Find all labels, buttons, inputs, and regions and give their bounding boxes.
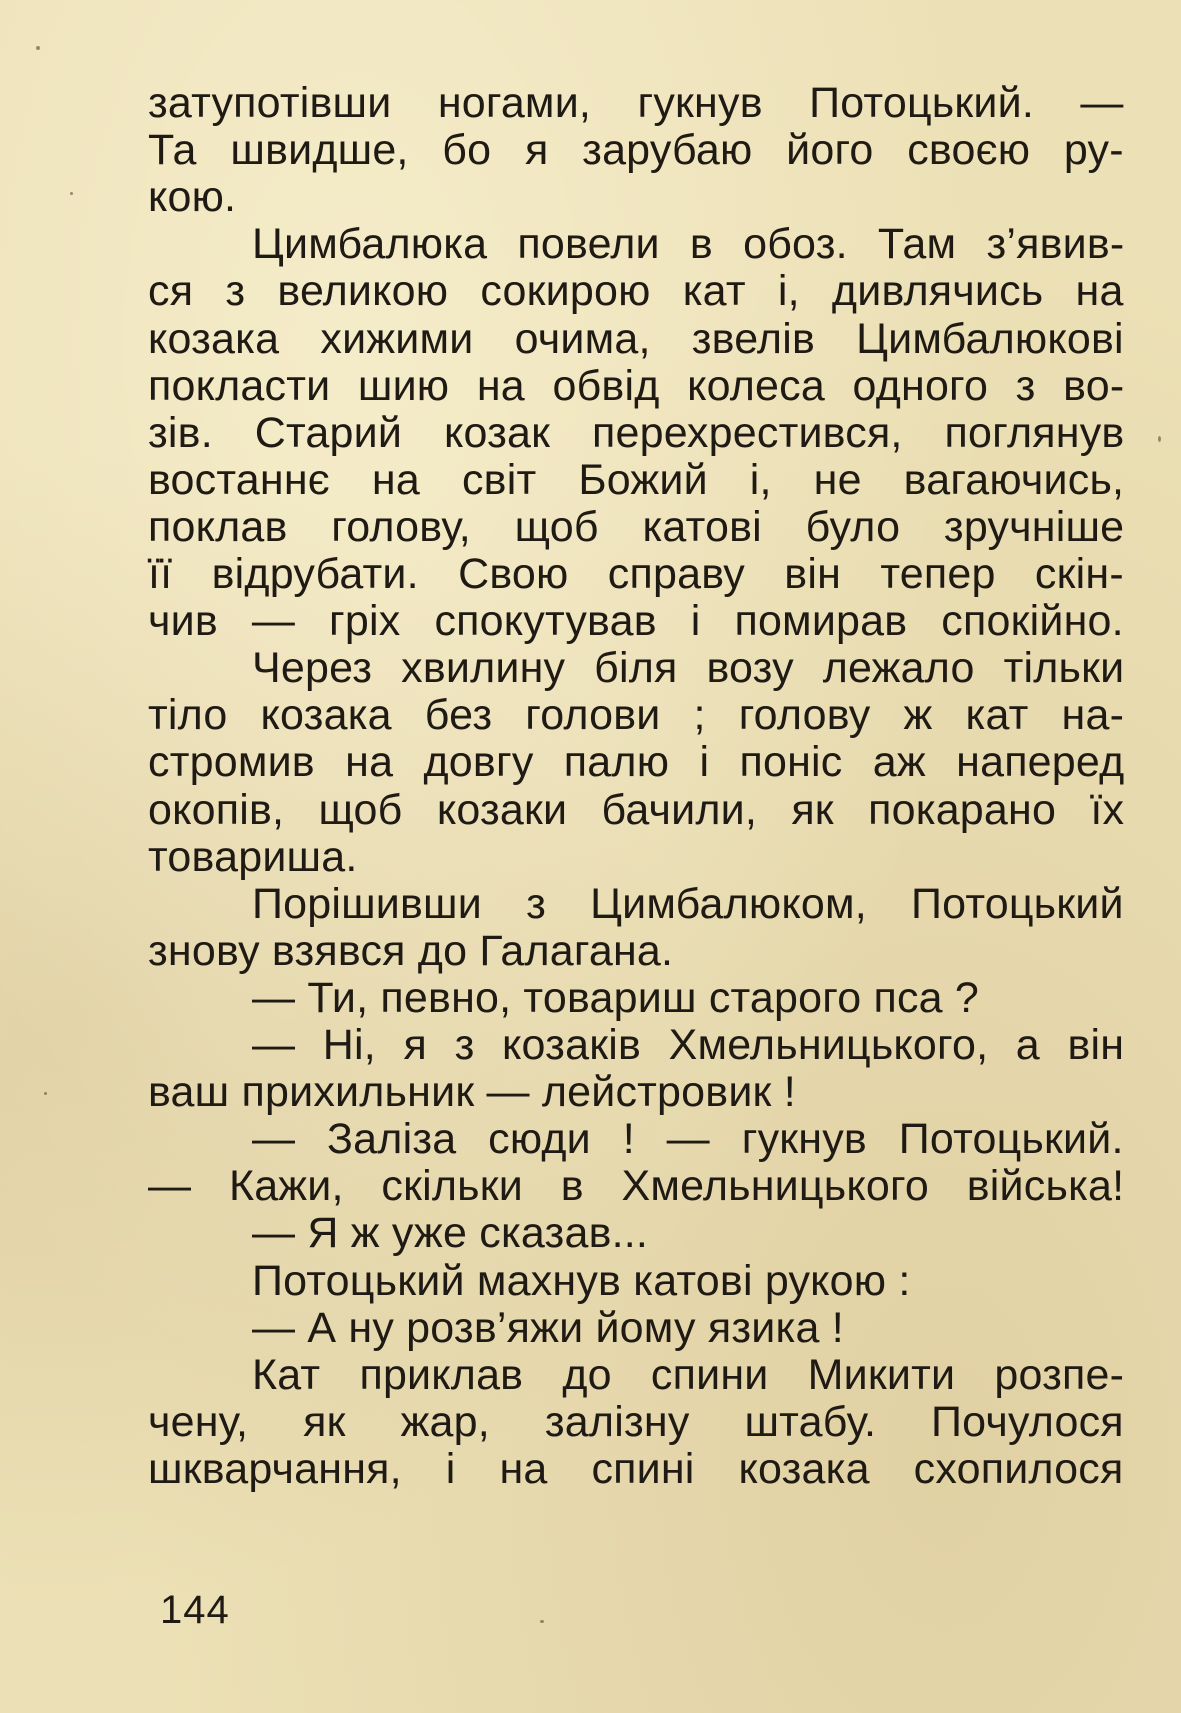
text-line: стромив на довгу палю і поніс аж наперед: [148, 738, 1125, 787]
text-line: знову взявся до Галагана.: [148, 926, 674, 975]
text-line: Потоцький махнув катові рукою :: [252, 1256, 911, 1305]
text-line: товариша.: [148, 832, 358, 881]
text-line: окопів, щоб козаки бачили, як покарано їх: [148, 785, 1125, 834]
text-line: Порішивши з Цимбалюком, Потоцький: [252, 879, 1124, 928]
text-line: кою.: [148, 173, 237, 222]
paper-speck: [44, 1092, 47, 1095]
paper-speck: [36, 46, 40, 50]
page-number: 144: [160, 1588, 230, 1632]
text-line: — Я ж уже сказав...: [252, 1209, 649, 1258]
text-line: Та швидше, бо я зарубаю його своєю ру-: [148, 126, 1124, 175]
text-line: чену, як жар, залізну штабу. Почулося: [148, 1397, 1124, 1446]
paper-speck: [1158, 436, 1161, 442]
text-line: востаннє на світ Божий і, не вагаючись,: [148, 455, 1125, 504]
text-line: — Кажи, скільки в Хмельницького війська!: [148, 1162, 1125, 1211]
text-line: — Ти, певно, товариш старого пса ?: [252, 973, 980, 1022]
text-line: тіло козака без голови ; голову ж кат на-: [148, 691, 1125, 740]
text-line: ваш прихильник — лейстровик !: [148, 1068, 796, 1117]
text-line: її відрубати. Свою справу він тепер скін-: [148, 550, 1124, 598]
text-line: ся з великою сокирою кат і, дивлячись на: [148, 267, 1124, 316]
text-line: шкварчання, і на спині козака схопилося: [148, 1444, 1124, 1493]
text-line: зів. Старий козак перехрестився, поглянув: [148, 408, 1125, 457]
text-line: Цимбалюка повели в обоз. Там з’явив-: [252, 220, 1125, 269]
text-line: козака хижими очима, звелів Цимбалюкові: [148, 314, 1124, 363]
text-line: — Ні, я з козаків Хмельницького, а він: [252, 1021, 1125, 1069]
text-line: поклав голову, щоб катові було зручніше: [148, 502, 1125, 551]
paper-speck: [540, 1620, 544, 1623]
text-line: — Заліза сюди ! — гукнув Потоцький.: [252, 1115, 1124, 1164]
text-line: Кат приклав до спини Микити розпе-: [252, 1350, 1125, 1399]
text-line: Через хвилину біля возу лежало тільки: [252, 644, 1125, 693]
paper-speck: [70, 192, 73, 195]
text-line: чив — гріх спокутував і помирав спокійно.: [148, 597, 1124, 646]
text-line: — А ну розв’яжи йому язика !: [252, 1303, 844, 1352]
text-line: покласти шию на обвід колеса одного з во-: [148, 361, 1125, 410]
text-line: затупотівши ногами, гукнув Потоцький. —: [148, 79, 1124, 127]
